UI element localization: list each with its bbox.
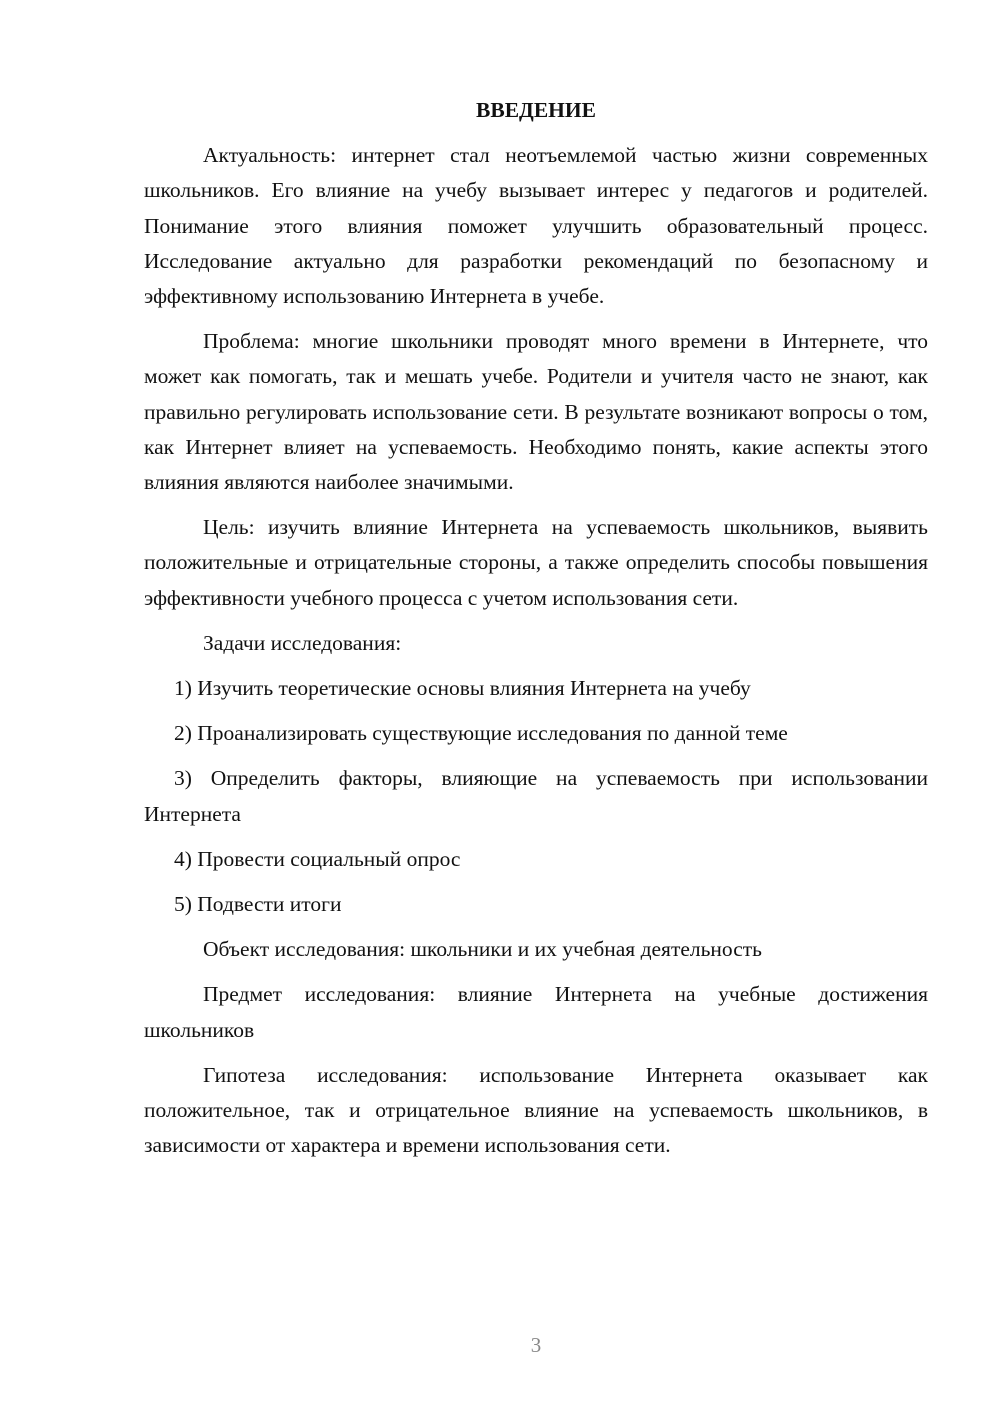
paragraph-problem: Проблема: многие школьники проводят много времени в Интернете, что может как помогать, так и мешать учебе. Родители и учителя часто не знают, как правильно регулировать использование сети. В результате возникают вопросы о том, как Интернет влияет на успеваемость. Необходимо понять, какие аспекты этого влияния являются наиболее значимыми. bbox=[144, 329, 928, 495]
task-item-5: 5) Подвести итоги bbox=[174, 892, 342, 917]
page-content bbox=[144, 93, 928, 1173]
paragraph-subject: Предмет исследования: влияние Интернета на учебные достижения школьников bbox=[144, 982, 928, 1042]
task-item-1: 1) Изучить теоретические основы влияния Интернета на учебу bbox=[174, 676, 751, 701]
paragraph-hypothesis: Гипотеза исследования: использование Интернета оказывает как положительное, так и отрицательное влияние на успеваемость школьников, в зависимости от характера и времени использования сети. bbox=[144, 1062, 928, 1158]
task-item-3: 3) Определить факторы, влияющие на успеваемость при использовании Интернета bbox=[144, 766, 928, 826]
page-title: ВВЕДЕНИЕ bbox=[476, 98, 596, 122]
paragraph-relevance: Актуальность: интернет стал неотъемлемой частью жизни современных школьников. Его влияние на учебу вызывает интерес у педагогов и родителей. Понимание этого влияния поможет улучшить образовательный процесс. Исследование актуально для разработки рекомендаций по безопасному и эффективному использованию Интернета в учебе. bbox=[144, 143, 928, 309]
task-item-2: 2) Проанализировать существующие исследования по данной теме bbox=[174, 721, 788, 746]
paragraph-object: Объект исследования: школьники и их учебная деятельность bbox=[203, 937, 762, 962]
paragraph-goal: Цель: изучить влияние Интернета на успеваемость школьников, выявить положительные и отрицательные стороны, а также определить способы повышения эффективности учебного процесса с учетом использования сети. bbox=[144, 515, 928, 610]
task-item-4: 4) Провести социальный опрос bbox=[174, 846, 461, 871]
tasks-heading: Задачи исследования: bbox=[203, 630, 402, 655]
page-number: 3 bbox=[530, 1333, 542, 1357]
